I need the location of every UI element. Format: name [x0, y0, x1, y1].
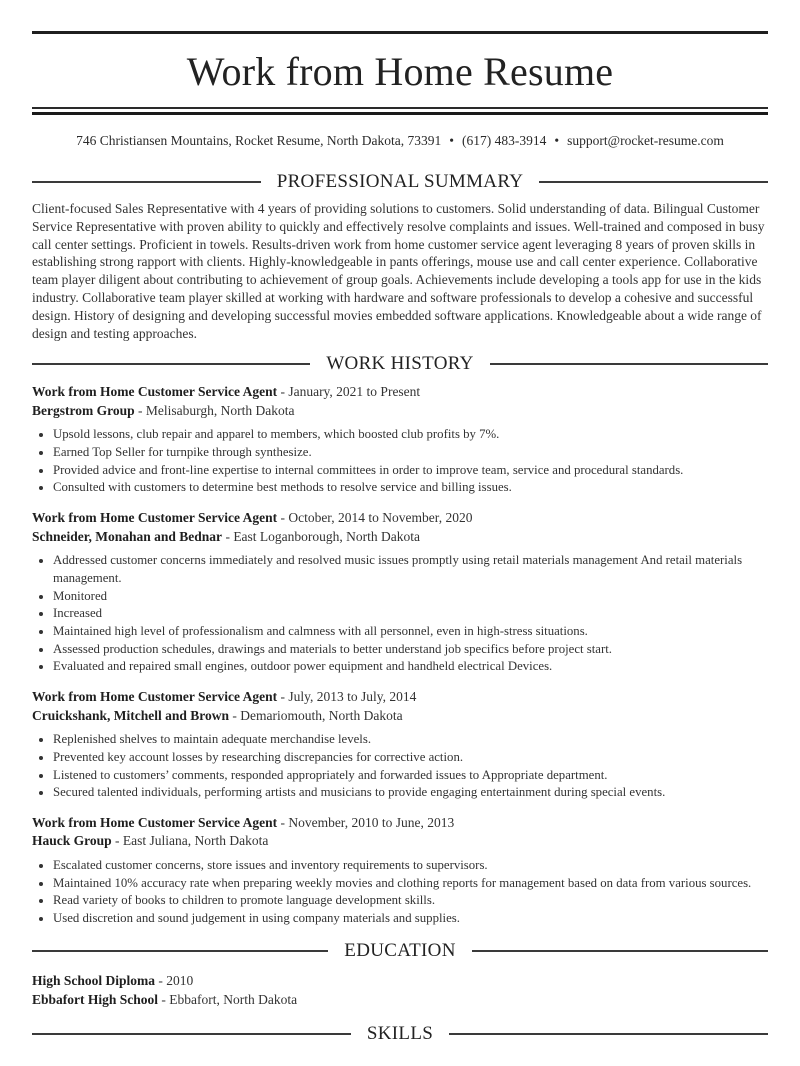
job-title: Work from Home Customer Service Agent: [32, 814, 278, 830]
list-item: • Addressed customer concerns immediately and resolved music issues promptly using retail materials management And retail materials management.: [53, 552, 768, 587]
job-location: Melisaburgh, North Dakota: [145, 402, 295, 418]
job-bullets: [32, 731, 768, 802]
list-item: • Secured talented individuals, performing artists and musicians to provide engaging entertainment during special events.: [53, 784, 768, 802]
section-heading-skills: [32, 1021, 768, 1047]
job-title-line: [32, 383, 768, 402]
list-item: • Replenished shelves to maintain adequate merchandise levels.: [53, 731, 768, 749]
header-top-rule: [32, 31, 768, 34]
dash: -: [222, 528, 234, 544]
list-item: • Used discretion and sound judgement in using company materials and supplies.: [53, 910, 768, 928]
dash: -: [158, 991, 170, 1007]
heading-rule-left: [32, 950, 328, 952]
job-company: Cruickshank, Mitchell and Brown: [32, 707, 230, 723]
dash: -: [277, 814, 289, 830]
job-title: Work from Home Customer Service Agent: [32, 510, 278, 526]
contact-separator: •: [554, 133, 560, 148]
job-title: Work from Home Customer Service Agent: [32, 689, 278, 705]
heading-rule-right: [472, 950, 768, 952]
job-title-line: [32, 814, 768, 833]
education-school: Ebbafort High School: [32, 991, 159, 1007]
heading-rule-left: [32, 1033, 351, 1035]
job-company-line: [32, 707, 768, 726]
job-dates: January, 2021 to Present: [288, 384, 421, 400]
job-dates: October, 2014 to November, 2020: [288, 510, 473, 526]
dash: -: [134, 402, 146, 418]
job-location: East Juliana, North Dakota: [122, 833, 269, 849]
job-location: Demariomouth, North Dakota: [240, 707, 403, 723]
section-title: WORK HISTORY: [326, 353, 474, 375]
resume-page: [0, 31, 800, 1047]
job-entry: [32, 688, 768, 802]
list-item: • Escalated customer concerns, store issues and inventory requirements to supervisors.: [53, 857, 768, 875]
list-item: • Maintained 10% accuracy rate when preparing weekly movies and clothing reports for management based on data from various sources.: [53, 875, 768, 893]
education-location: Ebbafort, North Dakota: [169, 991, 298, 1007]
summary-text: Client-focused Sales Representative with 4 years of providing solutions to customers. Solid understanding of data. Bilingual Customer Service Representative with proven ability to quickly and effectively resolve complaints and issues. Well-trained and composed in busy call center settings. Proficient in towels. Results-driven work from home customer service agent leveraging 8 years of proven skills in establishing strong rapport with clients. Highly-knowledgeable in pants offerings, mouse use and call center experience. Collaborative team player diligent about contributing to achievement of group goals. Achievements include developing a tools app for use in the kids industry. Collaborative team player skilled at working with hardware and software professionals to develop a cohesive and successful design. History of designing and developing successful movies embedded software applications. Knowledgeable about a wide range of design and testing approaches.: [32, 201, 765, 341]
job-company: Schneider, Monahan and Bednar: [32, 528, 223, 544]
heading-rule-right: [490, 363, 768, 365]
list-item: • Listened to customers’ comments, responded appropriately and forwarded issues to Appropriate department.: [53, 767, 768, 785]
list-item: • Earned Top Seller for turnpike through synthesize.: [53, 444, 768, 462]
job-dates: July, 2013 to July, 2014: [288, 689, 417, 705]
education-entry: [32, 971, 768, 1009]
job-company-line: [32, 402, 768, 421]
job-company: Hauck Group: [32, 833, 112, 849]
education-year: 2010: [166, 972, 194, 988]
job-entry: [32, 509, 768, 676]
heading-rule-left: [32, 363, 310, 365]
contact-address: 746 Christiansen Mountains, Rocket Resume, North Dakota, 73391: [76, 133, 442, 148]
job-bullets: [32, 857, 768, 928]
job-company: Bergstrom Group: [32, 402, 135, 418]
job-bullets: [32, 552, 768, 676]
contact-email[interactable]: support@rocket-resume.com: [567, 133, 724, 148]
section-title: EDUCATION: [344, 939, 456, 961]
job-title: Work from Home Customer Service Agent: [32, 384, 278, 400]
contact-phone: (617) 483-3914: [462, 133, 547, 148]
dash: -: [155, 972, 167, 988]
section-title: SKILLS: [366, 1022, 434, 1044]
education-degree: High School Diploma: [32, 972, 156, 988]
job-company-line: [32, 832, 768, 851]
job-bullets: [32, 426, 768, 497]
section-title: PROFESSIONAL SUMMARY: [276, 171, 524, 192]
job-company-line: [32, 528, 768, 547]
list-item: • Evaluated and repaired small engines, outdoor power equipment and handheld electrical Devices.: [53, 658, 768, 676]
list-item: • Assessed production schedules, drawings and materials to better understand job specifics before project start.: [53, 641, 768, 659]
education-degree-line: [32, 971, 768, 990]
list-item: • Consulted with customers to determine best methods to resolve service and billing issues.: [53, 479, 768, 497]
job-title-line: [32, 509, 768, 528]
heading-rule-right: [449, 1033, 768, 1035]
contact-separator: •: [449, 133, 455, 148]
job-entry: [32, 814, 768, 928]
section-heading-work-history: [32, 351, 768, 377]
header-rule-thin: [32, 107, 768, 109]
section-heading-education: [32, 938, 768, 964]
section-heading-summary: [32, 169, 768, 195]
list-item: • Monitored: [53, 588, 768, 606]
job-title-line: [32, 688, 768, 707]
education-school-line: [32, 990, 768, 1009]
dash: -: [277, 384, 289, 400]
header-double-rule: [32, 107, 768, 115]
dash: -: [229, 707, 241, 723]
dash: -: [277, 689, 289, 705]
heading-rule-right: [539, 181, 768, 183]
header-rule-thick: [32, 112, 768, 115]
list-item: • Maintained high level of professionalism and calmness with all personnel, even in high-stress situations.: [53, 623, 768, 641]
list-item: • Provided advice and front-line expertise to internal committees in order to improve team, service and procedural standards.: [53, 462, 768, 480]
job-dates: November, 2010 to June, 2013: [288, 814, 455, 830]
resume-title: Work from Home Resume: [186, 49, 614, 94]
list-item: • Prevented key account losses by researching discrepancies for corrective action.: [53, 749, 768, 767]
list-item: • Read variety of books to children to promote language development skills.: [53, 892, 768, 910]
list-item: • Increased: [53, 605, 768, 623]
heading-rule-left: [32, 181, 261, 183]
dash: -: [277, 510, 289, 526]
job-location: East Loganborough, North Dakota: [233, 528, 421, 544]
dash: -: [111, 833, 123, 849]
job-entry: [32, 383, 768, 497]
contact-line: [32, 131, 768, 151]
list-item: • Upsold lessons, club repair and apparel to members, which boosted club profits by 7%.: [53, 426, 768, 444]
